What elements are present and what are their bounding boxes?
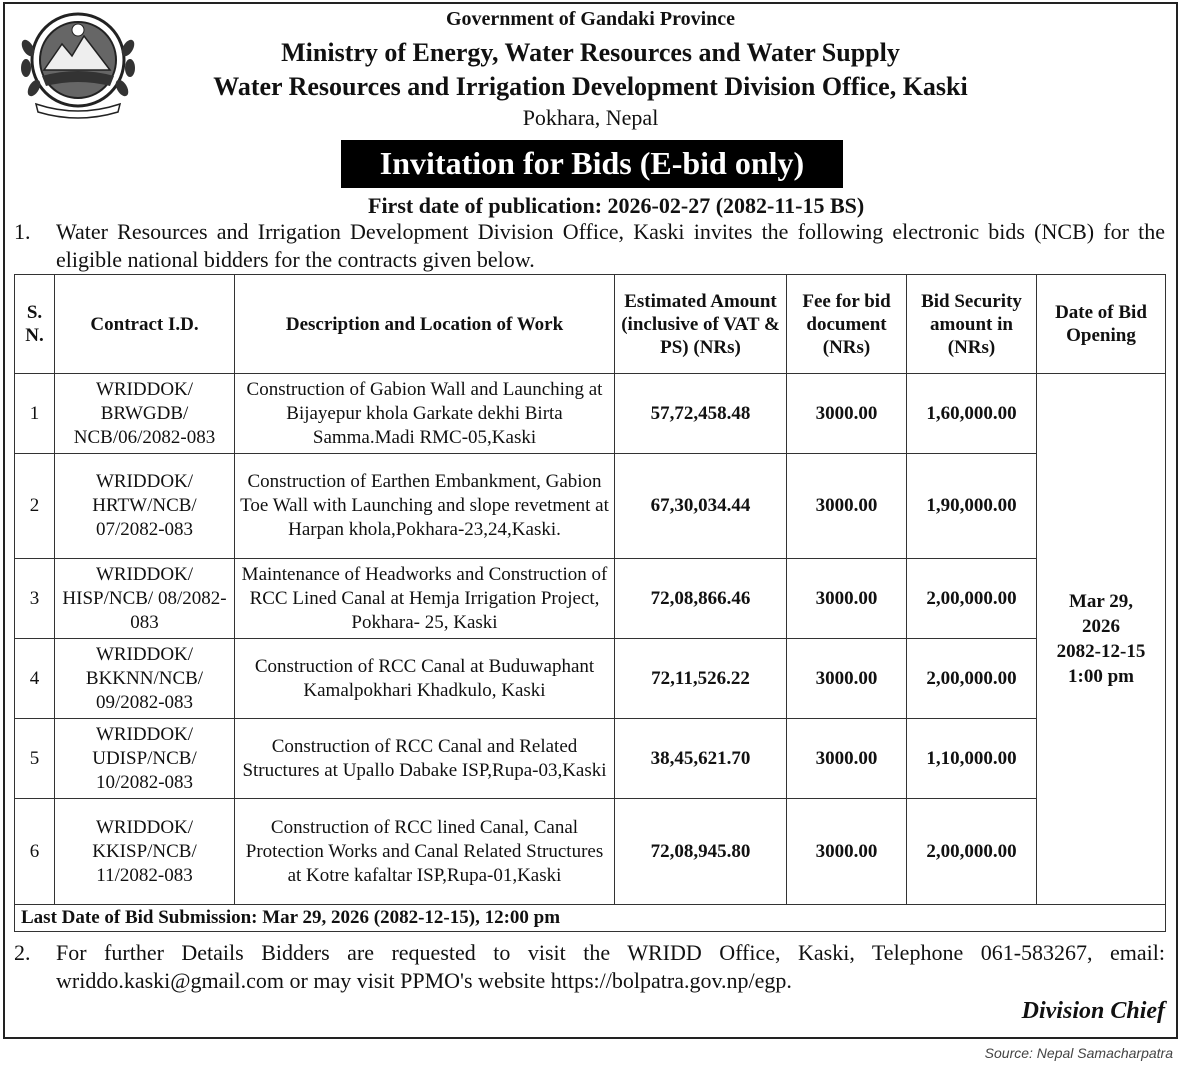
- ministry-line: Ministry of Energy, Water Resources and Water Supply: [281, 38, 900, 67]
- cell-estimated-amount: 57,72,458.48: [615, 374, 787, 454]
- cell-sn: 6: [15, 799, 55, 905]
- bids-table: [14, 274, 1166, 932]
- cell-estimated-amount: 38,45,621.70: [615, 719, 787, 799]
- table-row: [15, 374, 1166, 454]
- cell-estimated-amount: 72,08,866.46: [615, 559, 787, 639]
- paragraph-2: [14, 939, 1165, 995]
- cell-fee: 3000.00: [787, 639, 907, 719]
- cell-sn: 1: [15, 374, 55, 454]
- cell-fee: 3000.00: [787, 559, 907, 639]
- header-bid-security: Bid Security amount in (NRs): [907, 275, 1037, 374]
- cell-description: Maintenance of Headworks and Construction of RCC Lined Canal at Hemja Irrigation Project, Pokhara- 25, Kaski: [235, 559, 615, 639]
- cell-bid-security: 1,10,000.00: [907, 719, 1037, 799]
- cell-bid-security: 2,00,000.00: [907, 559, 1037, 639]
- cell-contract-id: WRIDDOK/ UDISP/NCB/ 10/2082-083: [55, 719, 235, 799]
- opening-date-line: 2026: [1082, 616, 1120, 637]
- last-date-of-submission: Last Date of Bid Submission: Mar 29, 2026 (2082-12-15), 12:00 pm: [15, 905, 1166, 932]
- cell-description: Construction of Gabion Wall and Launching at Bijayepur khola Garkate dekhi Birta Samma.Madi RMC-05,Kaski: [235, 374, 615, 454]
- last-date-row: [15, 905, 1166, 932]
- cell-fee: 3000.00: [787, 454, 907, 559]
- cell-sn: 2: [15, 454, 55, 559]
- table-row: [15, 454, 1166, 559]
- page-title: Invitation for Bids (E-bid only): [341, 140, 843, 188]
- cell-description: Construction of RCC Canal and Related Structures at Upallo Dabake ISP,Rupa-03,Kaski: [235, 719, 615, 799]
- opening-date-line: 2082-12-15: [1056, 641, 1146, 662]
- cell-bid-security: 1,90,000.00: [907, 454, 1037, 559]
- paragraph-2-text: For further Details Bidders are requested to visit the WRIDD Office, Kaski, Telephone 061-583267, email: wriddo.kaski@gmail.com or may visit PPMO's website https://bolpatra.gov.np/egp.: [56, 940, 1165, 993]
- header-fee: Fee for bid document (NRs): [787, 275, 907, 374]
- cell-description: Construction of RCC lined Canal, Canal Protection Works and Canal Related Structures at Kotre kafaltar ISP,Rupa-01,Kaski: [235, 799, 615, 905]
- paragraph-1-text: Water Resources and Irrigation Development Division Office, Kaski invites the following electronic bids (NCB) for the eligible national bidders for the contracts given below.: [56, 219, 1165, 272]
- cell-fee: 3000.00: [787, 374, 907, 454]
- office-line: Water Resources and Irrigation Development Division Office, Kaski: [213, 72, 968, 101]
- cell-sn: 4: [15, 639, 55, 719]
- cell-bid-security: 1,60,000.00: [907, 374, 1037, 454]
- header-sn: S. N.: [15, 275, 55, 374]
- source-credit: Source: Nepal Samacharpatra: [984, 1045, 1173, 1061]
- govt-line: Government of Gandaki Province: [445, 8, 736, 30]
- table-row: [15, 559, 1166, 639]
- cell-fee: 3000.00: [787, 719, 907, 799]
- header-description: Description and Location of Work: [235, 275, 615, 374]
- cell-sn: 5: [15, 719, 55, 799]
- paragraph-1: [14, 218, 1165, 274]
- cell-description: Construction of RCC Canal at Buduwaphant Kamalpokhari Khadkulo, Kaski: [235, 639, 615, 719]
- paragraph-1-number: 1.: [14, 219, 31, 244]
- cell-sn: 3: [15, 559, 55, 639]
- publication-date: First date of publication: 2026-02-27 (2082-11-15 BS): [368, 193, 865, 218]
- cell-contract-id: WRIDDOK/ KKISP/NCB/ 11/2082-083: [55, 799, 235, 905]
- signer-title: Division Chief: [1021, 998, 1165, 1024]
- cell-opening-date: [1037, 374, 1166, 905]
- table-header-row: [15, 275, 1166, 374]
- cell-contract-id: WRIDDOK/ HISP/NCB/ 08/2082-083: [55, 559, 235, 639]
- opening-date-line: Mar 29,: [1068, 591, 1134, 612]
- cell-estimated-amount: 72,11,526.22: [615, 639, 787, 719]
- table-row: [15, 719, 1166, 799]
- header-estimated-amount: Estimated Amount (inclusive of VAT & PS) (NRs): [615, 275, 787, 374]
- cell-estimated-amount: 72,08,945.80: [615, 799, 787, 905]
- paragraph-2-number: 2.: [14, 940, 31, 965]
- cell-bid-security: 2,00,000.00: [907, 799, 1037, 905]
- cell-contract-id: WRIDDOK/ BRWGDB/ NCB/06/2082-083: [55, 374, 235, 454]
- cell-bid-security: 2,00,000.00: [907, 639, 1037, 719]
- cell-estimated-amount: 67,30,034.44: [615, 454, 787, 559]
- header-contract-id: Contract I.D.: [55, 275, 235, 374]
- cell-description: Construction of Earthen Embankment, Gabion Toe Wall with Launching and slope revetment at Harpan khola,Pokhara-23,24,Kaski.: [235, 454, 615, 559]
- cell-fee: 3000.00: [787, 799, 907, 905]
- cell-contract-id: WRIDDOK/ HRTW/NCB/ 07/2082-083: [55, 454, 235, 559]
- table-row: [15, 639, 1166, 719]
- location-line: Pokhara, Nepal: [522, 105, 659, 130]
- header-opening-date: Date of Bid Opening: [1037, 275, 1166, 374]
- table-row: [15, 799, 1166, 905]
- cell-contract-id: WRIDDOK/ BKKNN/NCB/ 09/2082-083: [55, 639, 235, 719]
- opening-date-line: 1:00 pm: [1068, 666, 1134, 687]
